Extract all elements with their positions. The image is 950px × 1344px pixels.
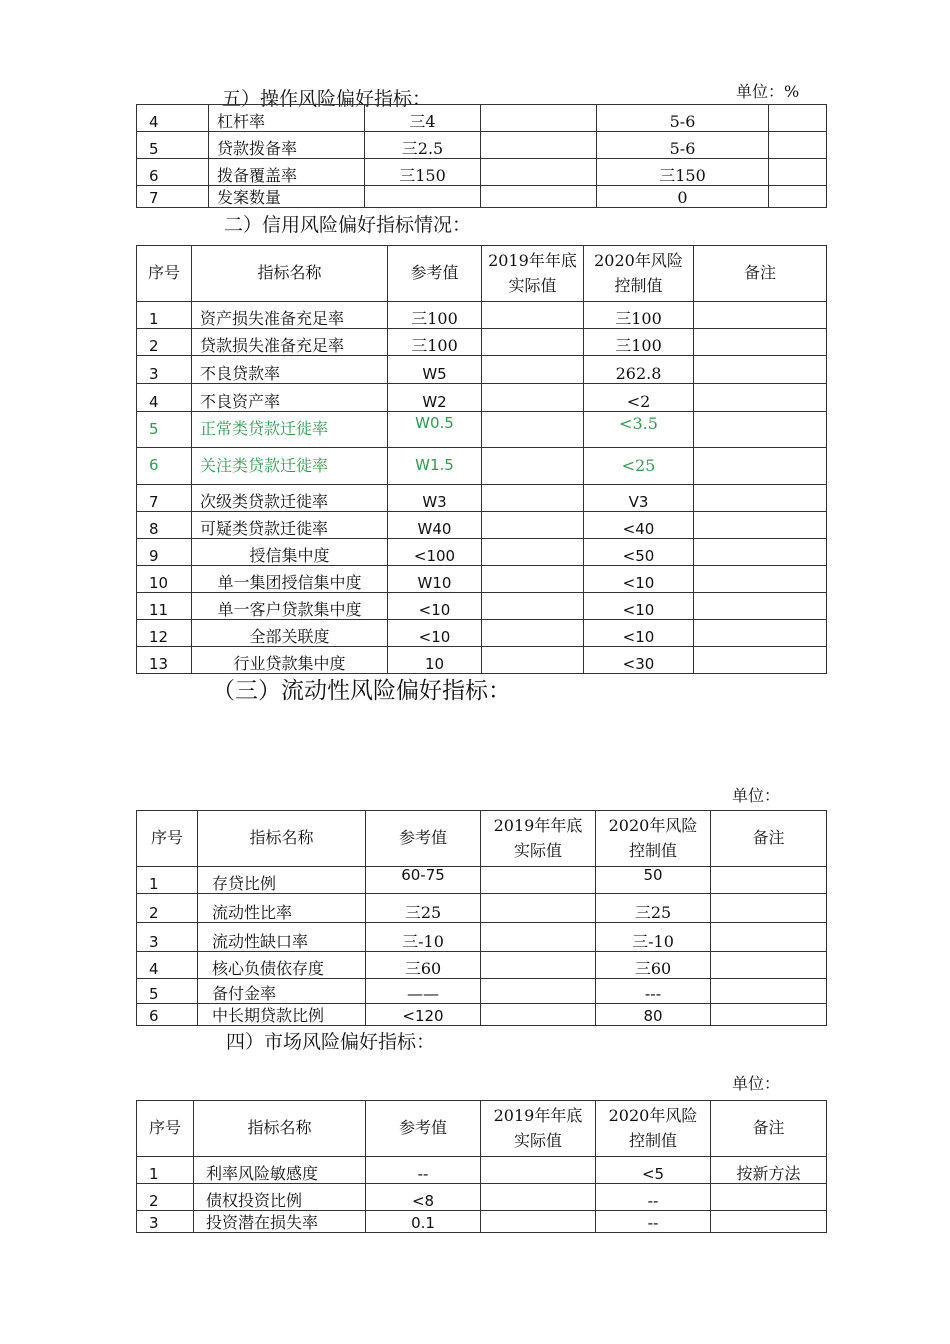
liquidity-table xyxy=(136,810,827,1026)
header-name: 指标名称 xyxy=(194,1101,366,1157)
liquidity-heading: （三）流动性风险偏好指标： xyxy=(212,678,511,704)
table-row: 8 可疑类贷款迁徙率 W40 <40 xyxy=(137,512,827,539)
table-row: 13 行业贷款集中度 10 <30 xyxy=(137,647,827,674)
table-row: 11 单一客户贷款集中度 <10 <10 xyxy=(137,593,827,620)
liquidity-unit: 单位： xyxy=(732,786,781,805)
table-header-row xyxy=(137,246,827,302)
table-header-row xyxy=(137,811,827,867)
table-row: 10 单一集团授信集中度 W10 <10 xyxy=(137,566,827,593)
table-row: 7 次级类贷款迁徙率 W3 V3 xyxy=(137,485,827,512)
header-actual: 2019年年底实际值 xyxy=(482,246,584,302)
header-actual: 2019年年底实际值 xyxy=(481,811,596,867)
header-note: 备注 xyxy=(711,811,827,867)
table-row: 2 债权投资比例 <8 -- xyxy=(137,1184,827,1211)
table-row: 1 资产损失准备充足率 三100 三100 xyxy=(137,302,827,329)
table-header-row xyxy=(137,1101,827,1157)
table-row: 5 正常类贷款迁徙率 W0.5 <3.5 xyxy=(137,412,827,448)
table-row: 4 核心负债依存度 三60 三60 xyxy=(137,952,827,979)
table-row: 3 投资潜在损失率 0.1 -- xyxy=(137,1211,827,1233)
header-note: 备注 xyxy=(711,1101,827,1157)
table-row: 6 拨备覆盖率 三150 三150 xyxy=(137,159,827,186)
header-control: 2020年风险控制值 xyxy=(584,246,694,302)
table-row: 7 发案数量 0 xyxy=(137,186,827,208)
market-unit: 单位： xyxy=(732,1074,781,1093)
table-row: 5 备付金率 —— --- xyxy=(137,979,827,1004)
table-row: 9 授信集中度 <100 <50 xyxy=(137,539,827,566)
table-row: 4 不良资产率 W2 <2 xyxy=(137,384,827,412)
header-name: 指标名称 xyxy=(192,246,388,302)
credit-table xyxy=(136,245,827,674)
market-heading: 四）市场风险偏好指标： xyxy=(226,1031,436,1053)
credit-heading: 二）信用风险偏好指标情况： xyxy=(224,214,472,236)
table-row: 3 不良贷款率 W5 262.8 xyxy=(137,356,827,384)
table-row: 2 流动性比率 三25 三25 xyxy=(137,894,827,923)
header-name: 指标名称 xyxy=(198,811,366,867)
header-actual: 2019年年底实际值 xyxy=(481,1101,596,1157)
operational-unit: 单位：% xyxy=(736,82,800,101)
header-no: 序号 xyxy=(137,246,192,302)
table-row: 6 中长期贷款比例 <120 80 xyxy=(137,1004,827,1026)
operational-heading: 五）操作风险偏好指标： xyxy=(222,88,432,110)
table-row: 4 杠杆率 三4 5-6 xyxy=(137,105,827,132)
table-row: 6 关注类贷款迁徙率 W1.5 <25 xyxy=(137,448,827,485)
table-row: 12 全部关联度 <10 <10 xyxy=(137,620,827,647)
table-row: 3 流动性缺口率 三-10 三-10 xyxy=(137,923,827,952)
table-row: 1 利率风险敏感度 -- <5 按新方法 xyxy=(137,1157,827,1184)
header-no: 序号 xyxy=(137,811,198,867)
table-row: 1 存贷比例 60-75 50 xyxy=(137,867,827,894)
header-ref: 参考值 xyxy=(366,811,481,867)
header-ref: 参考值 xyxy=(366,1101,481,1157)
header-control: 2020年风险控制值 xyxy=(596,1101,711,1157)
operational-table xyxy=(136,104,827,208)
market-table xyxy=(136,1100,827,1233)
header-no: 序号 xyxy=(137,1101,194,1157)
table-row: 5 贷款拨备率 三2.5 5-6 xyxy=(137,132,827,159)
header-ref: 参考值 xyxy=(388,246,482,302)
header-control: 2020年风险控制值 xyxy=(596,811,711,867)
header-note: 备注 xyxy=(694,246,827,302)
table-row: 2 贷款损失准备充足率 三100 三100 xyxy=(137,329,827,356)
